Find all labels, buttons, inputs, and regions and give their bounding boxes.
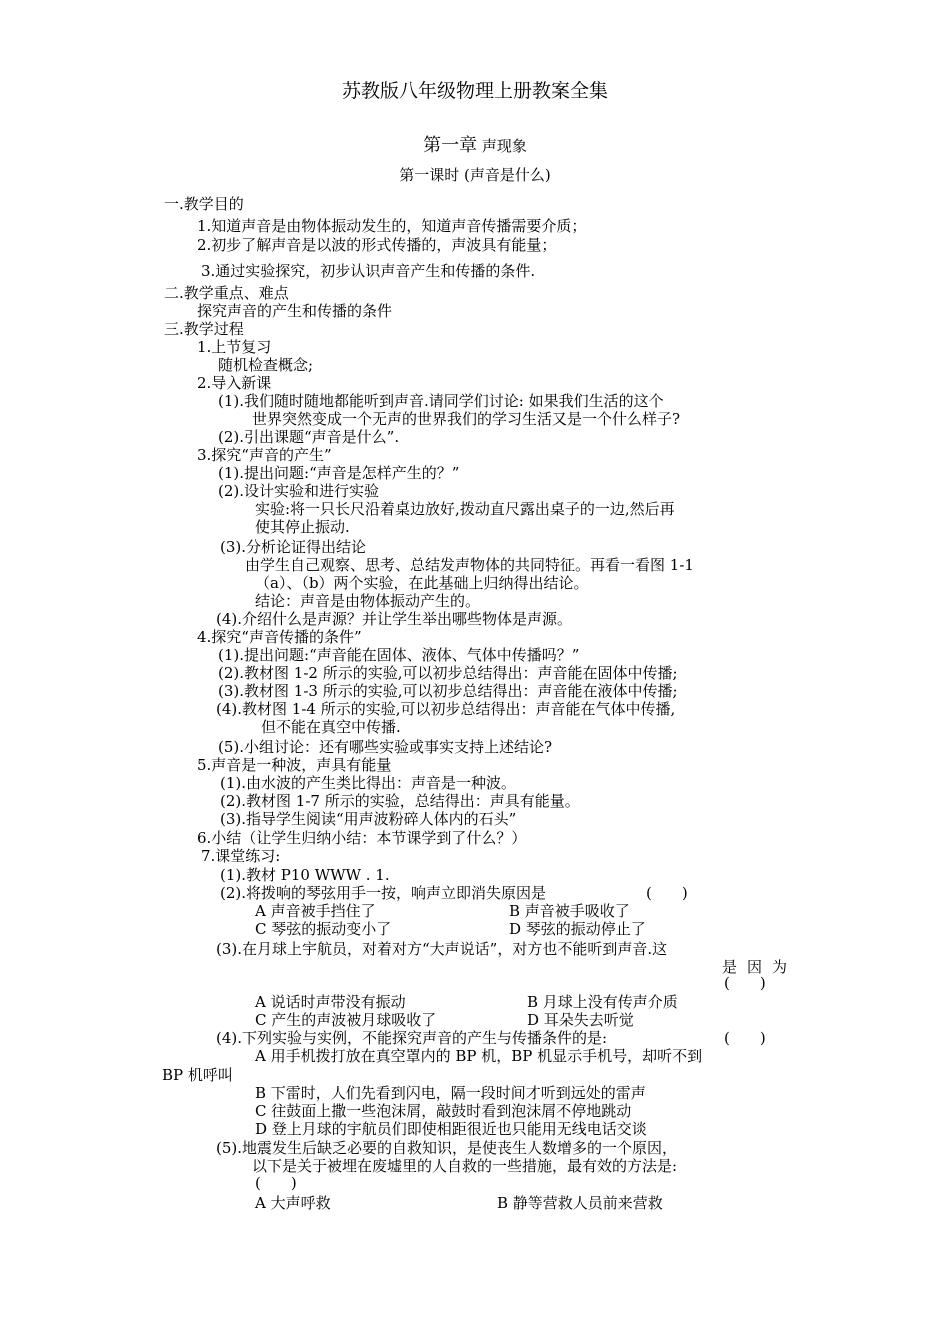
- option: C 琴弦的振动变小了: [255, 920, 392, 938]
- option: C 产生的声波被月球吸收了: [255, 1011, 437, 1029]
- option: BP 机呼叫: [162, 1066, 233, 1084]
- step-line: (1).提出问题:“声音能在固体、液体、气体中传播吗？”: [218, 646, 580, 664]
- step-line: 由学生自己观察、思考、总结发声物体的共同特征。再看一看图 1-1: [245, 556, 694, 574]
- option: B 下雷时，人们先看到闪电，隔一段时间才听到远处的雷声: [255, 1084, 646, 1102]
- option: D 登上月球的宇航员们即使相距很近也只能用无线电话交谈: [255, 1120, 647, 1138]
- option: A 大声呼救: [255, 1194, 331, 1212]
- option: B 声音被手吸收了: [509, 902, 630, 920]
- option: D 琴弦的振动停止了: [509, 920, 646, 938]
- step-line: (4).介绍什么是声源？并让学生举出哪些物体是声源。: [216, 610, 573, 628]
- answer-blank: ( ): [255, 1174, 297, 1192]
- goal-line: 2.初步了解声音是以波的形式传播的，声波具有能量；: [197, 236, 557, 254]
- option: A 用手机拨打放在真空罩内的 BP 机，BP 机显示手机号，却听不到: [255, 1047, 703, 1065]
- section-heading: 一.教学目的: [164, 195, 244, 213]
- text-char: 为: [771, 958, 787, 976]
- exercise-question: 以下是关于被埋在废墟里的人自救的一些措施，最有效的方法是:: [252, 1157, 678, 1175]
- exercise-question: (4).下列实验与实例，不能探究声音的产生与传播条件的是:: [216, 1029, 608, 1047]
- document-title: 苏教版八年级物理上册教案全集: [341, 80, 608, 102]
- step-line: (2).设计实验和进行实验: [218, 482, 380, 500]
- exercise-question: (3).在月球上宇航员，对着对方“大声说话”，对方也不能听到声音.这: [216, 940, 668, 958]
- step-line: (5).小组讨论：还有哪些实验或事实支持上述结论?: [218, 738, 553, 756]
- option: C 往鼓面上撒一些泡沫屑，敲鼓时看到泡沫屑不停地跳动: [255, 1102, 632, 1120]
- option: B 静等营救人员前来营救: [497, 1194, 663, 1212]
- step-line: (1).我们随时随地都能听到声音.请同学们讨论: 如果我们生活的这个: [218, 392, 664, 410]
- step-heading: 5.声音是一种波，声具有能量: [197, 756, 392, 774]
- chapter-heading: [0, 136, 950, 156]
- step-line: 结论：声音是由物体振动产生的。: [255, 592, 481, 610]
- step-line: (1).由水波的产生类比得出：声音是一种波。: [220, 774, 517, 792]
- step-line: (3).教材图 1-3 所示的实验,可以初步总结得出：声音能在液体中传播;: [218, 682, 678, 700]
- key-point-line: 探究声音的产生和传播的条件: [197, 302, 393, 320]
- exercise-question: (5).地震发生后缺乏必要的自救知识，是使丧生人数增多的一个原因，: [216, 1139, 678, 1157]
- chapter-number: 第一章: [423, 135, 478, 156]
- step-heading: 3.探究“声音的产生”: [197, 446, 332, 464]
- step-line: (4).教材图 1-4 所示的实验,可以初步总结得出：声音能在气体中传播,: [216, 700, 676, 718]
- text-char: 是: [722, 958, 738, 976]
- step-line: 但不能在真空中传播.: [261, 718, 401, 736]
- option: A 声音被手挡住了: [255, 902, 376, 920]
- answer-blank: ( ): [724, 1029, 766, 1047]
- section-heading: 二.教学重点、难点: [164, 284, 289, 302]
- option: A 说话时声带没有振动: [255, 993, 406, 1011]
- step-heading: 6.小结（让学生归纳小结：本节课学到了什么？）: [197, 829, 527, 847]
- step-line: (1).提出问题:“声音是怎样产生的？”: [218, 464, 460, 482]
- step-line: 随机检查概念;: [218, 356, 314, 374]
- step-line: (3).分析论证得出结论: [220, 538, 367, 556]
- step-heading: 2.导入新课: [197, 374, 272, 392]
- exercise-line: (1).教材 P10 WWW . 1.: [220, 866, 390, 884]
- step-heading: 1.上节复习: [197, 338, 272, 356]
- step-heading: 4.探究“声音传播的条件”: [197, 628, 362, 646]
- step-line: （a）、（b）两个实验，在此基础上归纳得出结论。: [255, 574, 589, 592]
- step-line: 实验:将一只长尺沿着桌边放好,拨动直尺露出桌子的一边,然后再: [255, 500, 675, 518]
- goal-line: 3.通过实验探究，初步认识声音产生和传播的条件.: [201, 262, 536, 280]
- step-line: (2).引出课题“声音是什么”.: [218, 428, 400, 446]
- option: B 月球上没有传声介质: [527, 993, 678, 1011]
- step-line: 使其停止振动.: [255, 518, 350, 536]
- step-heading: 7.课堂练习:: [201, 847, 281, 865]
- option: D 耳朵失去听觉: [527, 1011, 634, 1029]
- step-line: (2).教材图 1-7 所示的实验，总结得出：声具有能量。: [220, 792, 580, 810]
- section-heading: 三.教学过程: [164, 320, 244, 338]
- answer-blank: ( ): [646, 884, 688, 902]
- text-char: 因: [746, 958, 762, 976]
- goal-line: 1.知道声音是由物体振动发生的，知道声音传播需要介质；: [197, 217, 587, 235]
- exercise-question: (2).将拨响的琴弦用手一按，响声立即消失原因是: [220, 884, 547, 902]
- chapter-subtitle: 声现象: [481, 137, 527, 155]
- lesson-title: 第一课时 (声音是什么): [399, 166, 551, 184]
- step-line: (3).指导学生阅读“用声波粉碎人体内的石头”: [220, 810, 517, 828]
- step-line: 世界突然变成一个无声的世界我们的学习生活又是一个什么样子?: [252, 410, 681, 428]
- answer-blank: ( ): [724, 974, 766, 992]
- step-line: (2).教材图 1-2 所示的实验,可以初步总结得出：声音能在固体中传播;: [218, 664, 678, 682]
